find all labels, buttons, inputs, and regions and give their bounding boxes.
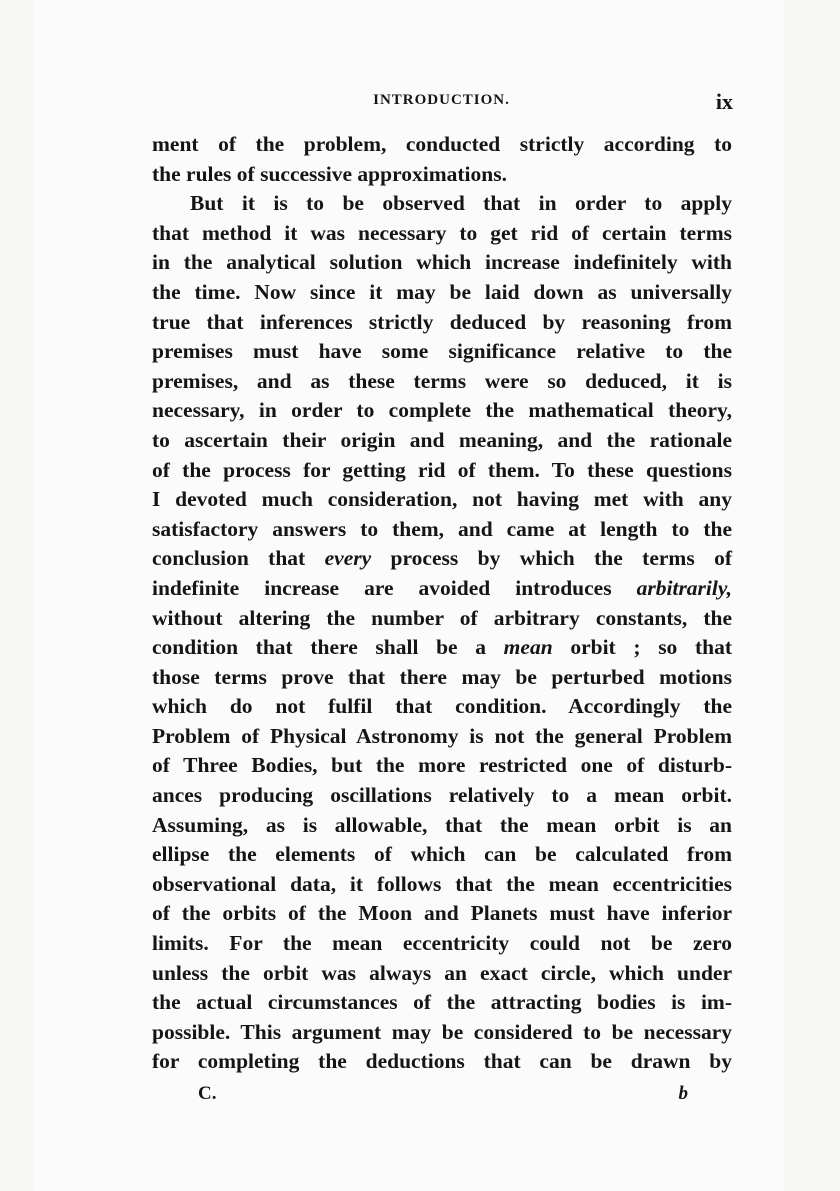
text-run: indefinite increase are avoided introduces	[152, 575, 637, 600]
text-line	[152, 1047, 732, 1077]
text-line	[152, 219, 732, 249]
text-line	[152, 544, 732, 574]
text-run: in the analytical solution which increase indefinitely with	[152, 250, 732, 275]
text-line	[152, 189, 732, 219]
text-run: the time. Now since it may be laid down as universally	[152, 279, 732, 304]
sheet-mark: b	[678, 1083, 688, 1104]
text-run: process by which the terms of	[371, 546, 732, 571]
text-run: possible. This argument may be considered to be necessary	[152, 1019, 732, 1044]
text-line	[152, 426, 732, 456]
text-line	[152, 751, 732, 781]
text-run: Assuming, as is allowable, that the mean orbit is an	[152, 812, 732, 837]
text-run: the rules of successive approximations.	[152, 161, 507, 186]
text-line	[152, 485, 732, 515]
text-run: that method it was necessary to get rid of certain terms	[152, 220, 732, 245]
text-run: for completing the deductions that can be drawn by	[152, 1049, 732, 1074]
text-line	[152, 130, 732, 160]
text-run: ellipse the elements of which can be calculated from	[152, 842, 732, 867]
text-run: premises, and as these terms were so deduced, it is	[152, 368, 732, 393]
text-line	[152, 160, 732, 190]
text-run: to ascertain their origin and meaning, and the rationale	[152, 427, 732, 452]
text-line	[152, 337, 732, 367]
running-head: INTRODUCTION.	[373, 92, 510, 108]
text-run: condition that there shall be a	[152, 635, 504, 660]
text-line	[152, 574, 732, 604]
signature-mark: C.	[198, 1083, 217, 1104]
body-text	[152, 130, 732, 1077]
text-run: of the orbits of the Moon and Planets must have inferior	[152, 901, 732, 926]
text-line	[152, 1018, 732, 1048]
text-run: Problem of Physical Astronomy is not the general Problem	[152, 723, 732, 748]
text-line	[152, 515, 732, 545]
text-run: But it is to be observed that in order to apply	[190, 191, 732, 216]
text-run: observational data, it follows that the mean eccentricities	[152, 871, 732, 896]
text-run: those terms prove that there may be perturbed motions	[152, 664, 732, 689]
text-run: ances producing oscillations relatively to a mean orbit.	[152, 783, 732, 808]
text-line	[152, 308, 732, 338]
text-line	[152, 840, 732, 870]
text-line	[152, 278, 732, 308]
italic-emphasis: every	[324, 546, 372, 571]
text-line	[152, 604, 732, 634]
text-run: true that inferences strictly deduced by reasoning from	[152, 309, 732, 334]
text-run: unless the orbit was always an exact circle, which under	[152, 960, 732, 985]
italic-emphasis: mean	[503, 635, 553, 660]
text-line	[152, 781, 732, 811]
text-line	[152, 456, 732, 486]
text-line	[152, 396, 732, 426]
text-run: of Three Bodies, but the more restricted one of disturb-	[152, 753, 732, 778]
text-line	[152, 988, 732, 1018]
text-line	[152, 692, 732, 722]
page-header	[150, 89, 733, 116]
text-run: limits. For the mean eccentricity could not be zero	[152, 931, 732, 956]
text-line	[152, 870, 732, 900]
text-run: of the process for getting rid of them. To these questions	[152, 457, 732, 482]
page-footer	[198, 1083, 698, 1107]
text-line	[152, 248, 732, 278]
text-run: orbit ; so that	[552, 635, 732, 660]
text-run: without altering the number of arbitrary constants, the	[152, 605, 732, 630]
text-line	[152, 899, 732, 929]
text-run: satisfactory answers to them, and came at length to the	[152, 516, 732, 541]
text-run: I devoted much consideration, not having met with any	[152, 487, 732, 512]
text-run: conclusion that	[152, 546, 325, 571]
text-line	[152, 929, 732, 959]
text-run: which do not fulfil that condition. Accordingly the	[152, 694, 732, 719]
text-line	[152, 811, 732, 841]
text-line	[152, 722, 732, 752]
text-run: the actual circumstances of the attracting bodies is im-	[152, 990, 732, 1015]
page-number: ix	[715, 89, 733, 114]
italic-emphasis: arbitrarily,	[636, 575, 732, 600]
text-line	[152, 633, 732, 663]
text-run: premises must have some significance relative to the	[152, 339, 732, 364]
text-run: ment of the problem, conducted strictly according to	[152, 132, 732, 156]
text-line	[152, 367, 732, 397]
text-line	[152, 663, 732, 693]
text-run: necessary, in order to complete the mathematical theory,	[152, 398, 732, 423]
text-line	[152, 959, 732, 989]
